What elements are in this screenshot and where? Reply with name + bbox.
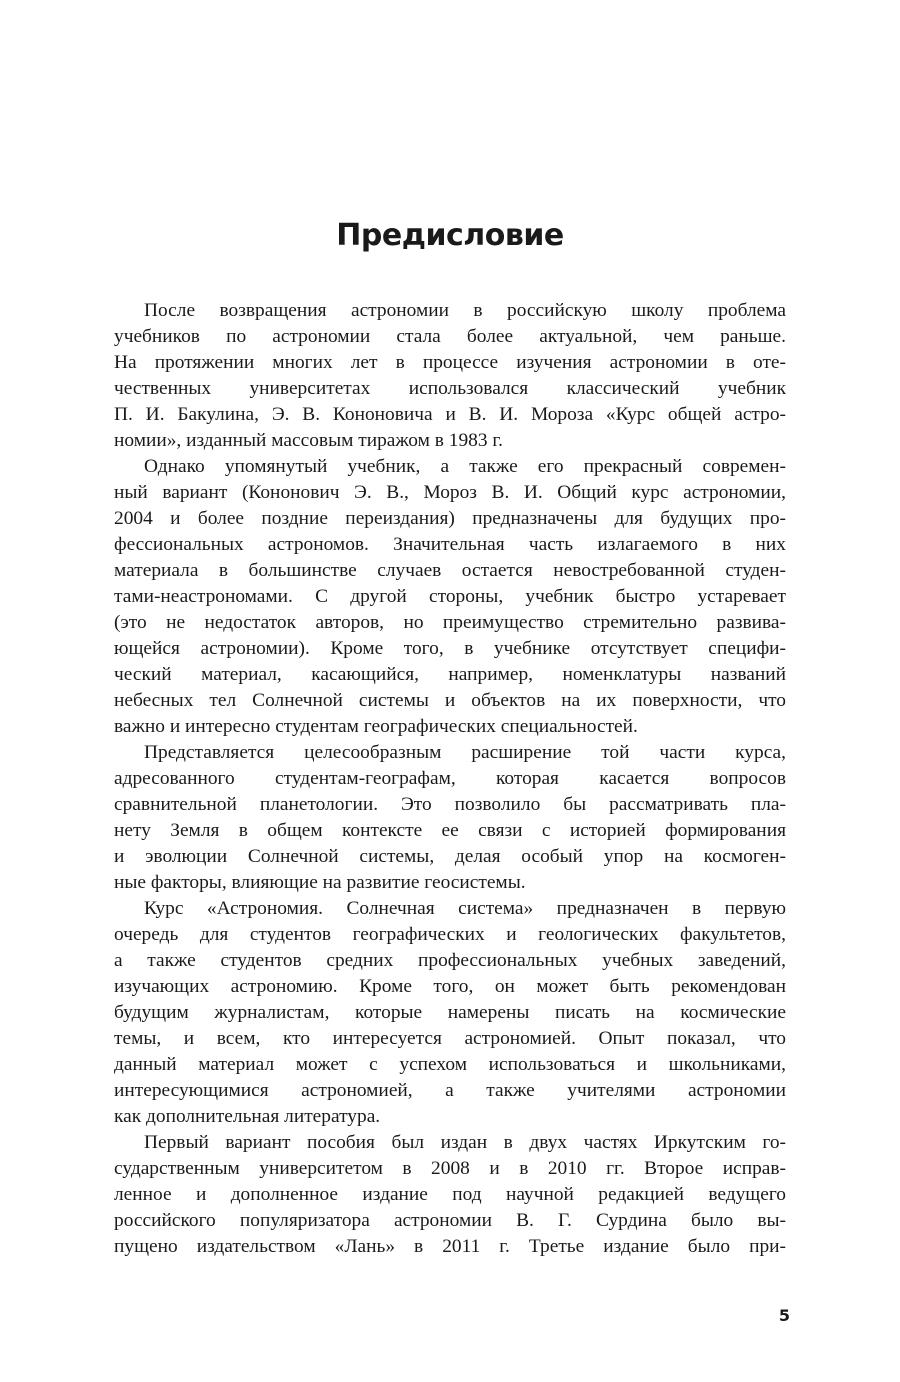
text-line: сравнительной планетологии. Это позволило бы рассматривать пла-	[114, 794, 786, 815]
text-line: данный материал может с успехом использоваться и школьниками,	[114, 1054, 786, 1075]
text-line: П. И. Бакулина, Э. В. Кононовича и В. И. Мороза «Курс общей астро-	[114, 404, 786, 425]
text-line: очередь для студентов географических и геологических факультетов,	[114, 924, 786, 945]
text-line: фессиональных астрономов. Значительная часть излагаемого в них	[114, 534, 786, 555]
text-line: учебников по астрономии стала более актуальной, чем раньше.	[114, 326, 786, 347]
text-line: ный вариант (Кононович Э. В., Мороз В. И. Общий курс астрономии,	[114, 482, 786, 503]
text-line: Однако упомянутый учебник, а также его прекрасный современ-	[144, 456, 786, 477]
page-title: Предисловие	[336, 218, 564, 253]
text-line: а также студентов средних профессиональных учебных заведений,	[114, 950, 786, 971]
text-line: небесных тел Солнечной системы и объектов на их поверхности, что	[114, 690, 786, 711]
text-line: интересующимися астрономией, а также учителями астрономии	[114, 1080, 786, 1101]
text-line: номии», изданный массовым тиражом в 1983 г.	[114, 430, 503, 451]
text-line: чественных университетах использовался классический учебник	[114, 378, 786, 399]
text-line: нету Земля в общем контексте ее связи с историей формирования	[114, 820, 786, 841]
text-line: Первый вариант пособия был издан в двух частях Иркутским го-	[144, 1132, 786, 1153]
page-number: 5	[778, 1306, 790, 1325]
text-line: ные факторы, влияющие на развитие геосистемы.	[114, 872, 526, 893]
text-line: ческий материал, касающийся, например, номенклатуры названий	[114, 664, 786, 685]
text-line: (это не недостаток авторов, но преимущество стремительно развива-	[114, 612, 786, 633]
text-line: темы, и всем, кто интересуется астрономией. Опыт показал, что	[114, 1028, 786, 1049]
text-line: ющейся астрономии). Кроме того, в учебнике отсутствует специфи-	[114, 638, 786, 659]
text-line: Курс «Астрономия. Солнечная система» предназначен в первую	[144, 898, 786, 919]
text-line: сударственным университетом в 2008 и в 2010 гг. Второе исправ-	[114, 1158, 786, 1179]
text-line: материала в большинстве случаев остается невостребованной студен-	[114, 560, 786, 581]
text-line: будущим журналистам, которые намерены писать на космические	[114, 1002, 786, 1023]
text-line: российского популяризатора астрономии В. Г. Сурдина было вы-	[114, 1210, 786, 1231]
preface-body	[114, 298, 786, 1260]
text-line: После возвращения астрономии в российскую школу проблема	[144, 300, 786, 321]
text-line: и эволюции Солнечной системы, делая особый упор на космоген-	[114, 846, 786, 867]
text-line: тами-неастрономами. С другой стороны, учебник быстро устаревает	[114, 586, 786, 607]
text-line: 2004 и более поздние переиздания) предназначены для будущих про-	[114, 508, 786, 529]
text-line: изучающих астрономию. Кроме того, он может быть рекомендован	[114, 976, 786, 997]
text-line: Представляется целесообразным расширение той части курса,	[144, 742, 786, 763]
text-line: ленное и дополненное издание под научной редакцией ведущего	[114, 1184, 786, 1205]
text-line: важно и интересно студентам географических специальностей.	[114, 716, 638, 737]
text-line: адресованного студентам-географам, которая касается вопросов	[114, 768, 786, 789]
text-line: как дополнительная литература.	[114, 1106, 381, 1127]
text-line: На протяжении многих лет в процессе изучения астрономии в оте-	[114, 352, 786, 373]
text-line: пущено издательством «Лань» в 2011 г. Третье издание было при-	[114, 1236, 786, 1257]
